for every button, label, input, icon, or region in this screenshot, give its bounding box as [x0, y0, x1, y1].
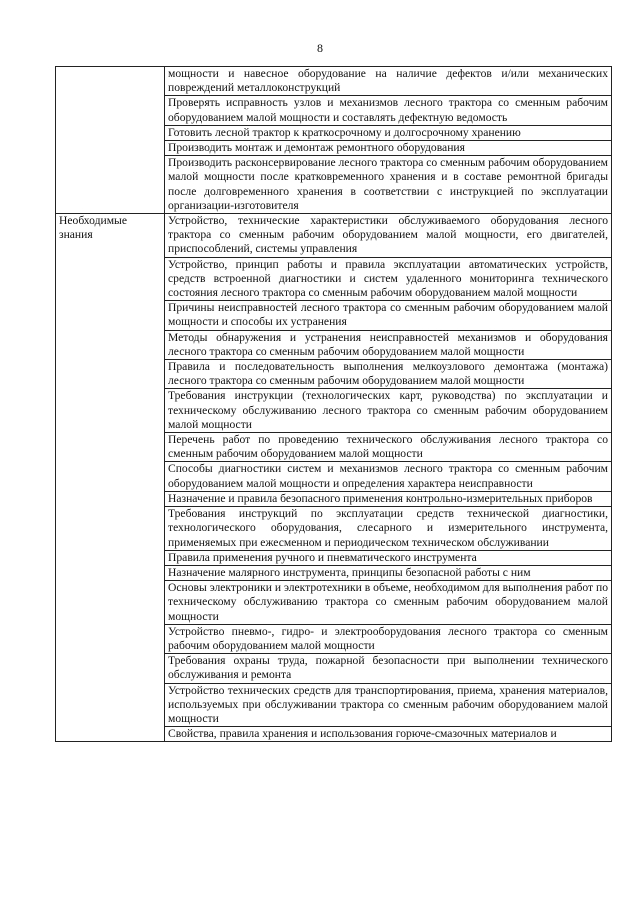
requirement-cell: Устройство, принцип работы и правила эксплуатации автоматических устройств, средств встроенной диагностики и систем удаленного мониторинга технического состояния лесного трактора со сменным рабочим оборудованием малой мощности [165, 257, 612, 301]
requirement-cell: Назначение и правила безопасного применения контрольно-измерительных приборов [165, 491, 612, 506]
section-label-knowledge: Необходимые знания [56, 214, 165, 742]
requirement-cell: Причины неисправностей лесного трактора со сменным рабочим оборудованием малой мощности и способы их устранения [165, 301, 612, 330]
requirement-cell: Требования инструкций по эксплуатации средств технической диагностики, технологического оборудования, слесарного и измерительного инструмента, применяемых при ежесменном и периодическом техническом обслуживании [165, 507, 612, 551]
requirements-table [55, 66, 612, 742]
requirement-cell: Правила применения ручного и пневматического инструмента [165, 550, 612, 565]
table-row [56, 214, 612, 258]
requirement-cell: Устройство, технические характеристики обслуживаемого оборудования лесного трактора со сменным рабочим оборудованием малой мощности, его двигателей, приспособлений, системы управления [165, 214, 612, 258]
requirement-cell: Свойства, правила хранения и использования горюче-смазочных материалов и [165, 727, 612, 742]
requirement-cell: Правила и последовательность выполнения мелкоузлового демонтажа (монтажа) лесного трактора со сменным рабочим оборудованием малой мощности [165, 360, 612, 389]
requirement-cell: Перечень работ по проведению технического обслуживания лесного трактора со сменным рабочим оборудованием малой мощности [165, 433, 612, 462]
requirement-cell: Производить расконсервирование лесного трактора со сменным рабочим оборудованием малой мощности после кратковременного хранения и в составе ремонтной бригады после долговременного хранения в соответствии с инструкцией по эксплуатации организации-изготовителя [165, 156, 612, 214]
requirement-cell: Готовить лесной трактор к краткосрочному и долгосрочному хранению [165, 125, 612, 140]
requirement-cell: Требования охраны труда, пожарной безопасности при выполнении технического обслуживания и ремонта [165, 654, 612, 683]
requirement-cell: мощности и навесное оборудование на наличие дефектов и/или механических повреждений металлоконструкций [165, 67, 612, 96]
requirement-cell: Основы электроники и электротехники в объеме, необходимом для выполнения работ по техническому обслуживанию трактора со сменным рабочим оборудованием малой мощности [165, 581, 612, 625]
requirement-cell: Способы диагностики систем и механизмов лесного трактора со сменным рабочим оборудованием малой мощности и определения характера неисправности [165, 462, 612, 491]
table-row [56, 67, 612, 96]
requirement-cell: Устройство технических средств для транспортирования, приема, хранения материалов, используемых при обслуживании трактора со сменным рабочим оборудованием малой мощности [165, 683, 612, 727]
page-number: 8 [317, 41, 323, 55]
requirement-cell: Назначение малярного инструмента, принципы безопасной работы с ним [165, 565, 612, 580]
requirement-cell: Методы обнаружения и устранения неисправностей механизмов и оборудования лесного трактора со сменным рабочим оборудованием малой мощности [165, 330, 612, 359]
requirement-cell: Устройство пневмо-, гидро- и электрооборудования лесного трактора со сменным рабочим оборудованием малой мощности [165, 624, 612, 653]
requirement-cell: Проверять исправность узлов и механизмов лесного трактора со сменным рабочим оборудованием малой мощности и составлять дефектную ведомость [165, 96, 612, 125]
section-label-skills [56, 67, 165, 214]
requirement-cell: Требования инструкции (технологических карт, руководства) по эксплуатации и техническому обслуживанию лесного трактора со сменным рабочим оборудованием малой мощности [165, 389, 612, 433]
requirement-cell: Производить монтаж и демонтаж ремонтного оборудования [165, 141, 612, 156]
